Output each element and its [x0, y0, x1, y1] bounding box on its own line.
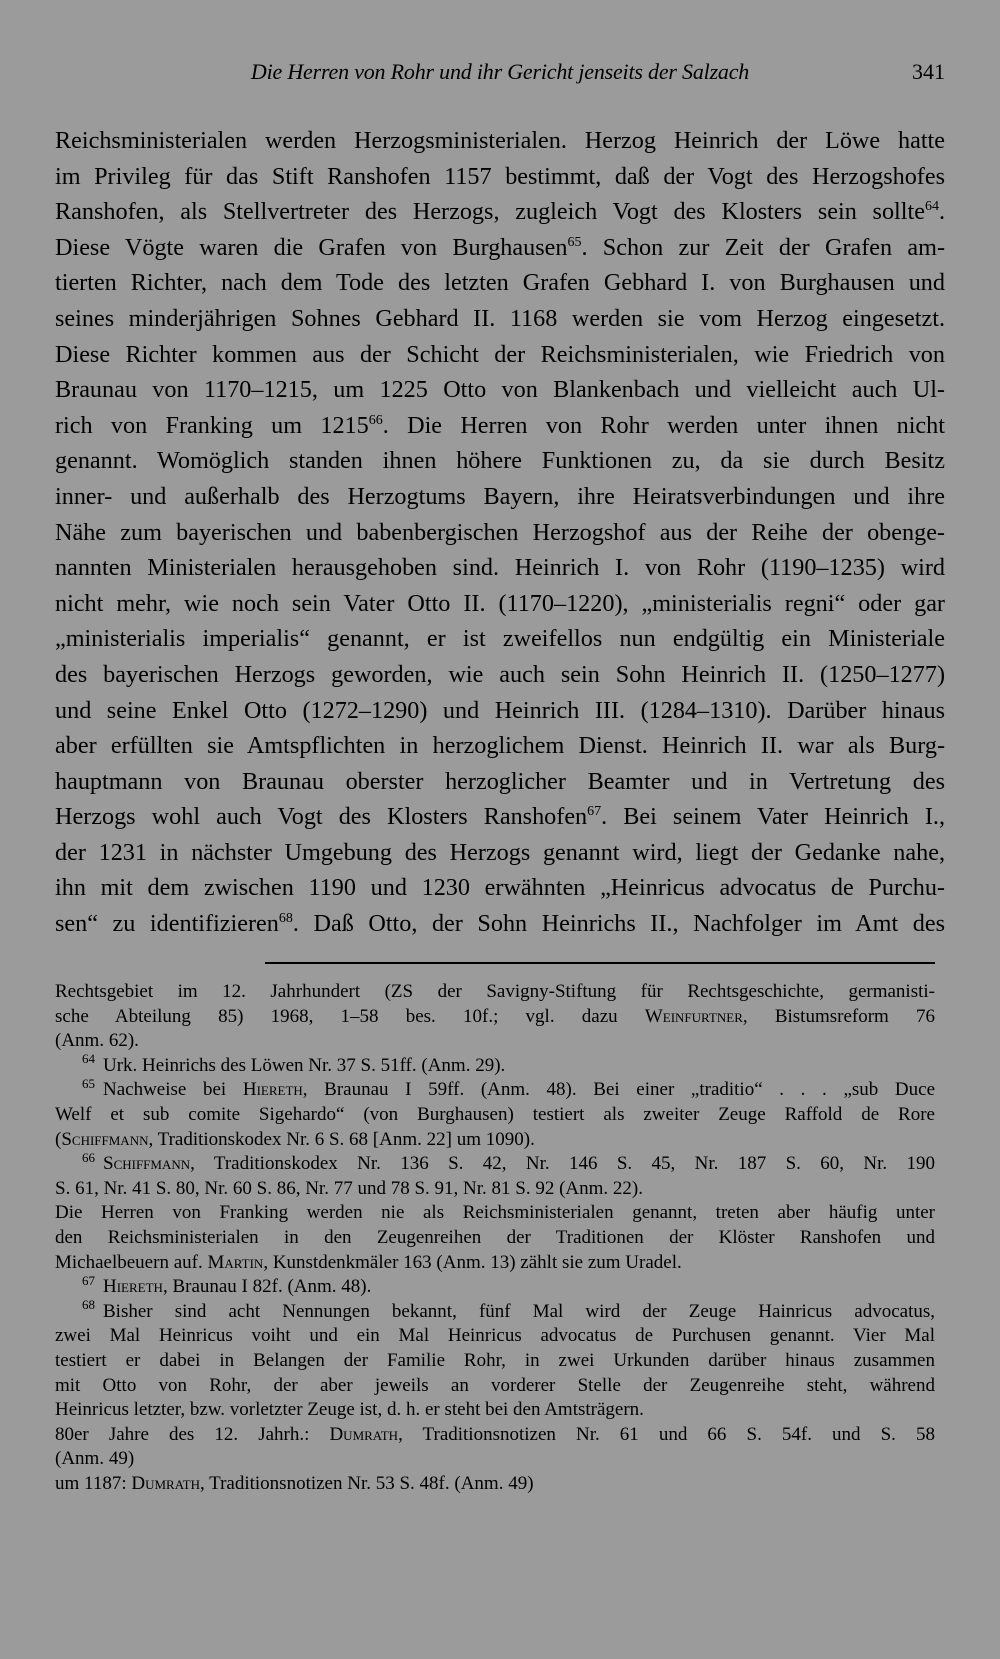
- running-title: Die Herren von Rohr und ihr Gericht jenseits der Salzach: [250, 59, 750, 84]
- footnote-text: Welf et sub comite Sigehardo“ (von Burghausen) testiert als zweiter Zeuge Raffold de Rore: [55, 1103, 935, 1125]
- text-line: [55, 728, 945, 764]
- footnote-text: , Traditionsnotizen Nr. 61 und 66 S. 54f. und S. 58: [398, 1423, 935, 1445]
- text-segment: tierten Richter, nach dem Tode des letzten Grafen Gebhard I. von Burghausen und: [55, 269, 945, 297]
- footnote-text: den Reichsministerialen in den Zeugenreihen der Traditionen der Klöster Ranshofen und: [55, 1226, 935, 1248]
- text-line: [55, 408, 945, 444]
- text-line: [55, 764, 945, 800]
- footnote-line: [55, 1272, 935, 1300]
- footnote-text: , Traditionskodex Nr. 6 S. 68 [Anm. 22] um 1090).: [148, 1128, 535, 1150]
- text-line: [55, 657, 945, 693]
- text-segment: inner- und außerhalb des Herzogtums Bayern, ihre Heiratsverbindungen und ihre: [55, 482, 945, 510]
- footnote-text: Bisher sind acht Nennungen bekannt, fünf Mal wird der Zeuge Hainricus advocatus,: [103, 1300, 935, 1322]
- text-segment: Herzogs wohl auch Vogt des Klosters Ranshofen: [55, 803, 588, 831]
- text-segment: Ranshofen, als Stellvertreter des Herzogs, zugleich Vogt des Klosters sein sollte: [55, 198, 925, 226]
- author-name: Martin: [207, 1251, 264, 1273]
- footnote-text: Rechtsgebiet im 12. Jahrhundert (ZS der Savigny-Stiftung für Rechtsgeschichte, germanisti-: [55, 981, 935, 1002]
- text-segment: . Schon zur Zeit der Grafen am-: [581, 233, 945, 261]
- footnote-ref: 67: [587, 804, 602, 820]
- text-segment: des bayerischen Herzogs geworden, wie auch sein Sohn Heinrich II. (1250–1277): [55, 660, 945, 688]
- footnote-ref: 64: [924, 199, 939, 215]
- page-header: [55, 55, 945, 91]
- footnote-text: (Anm. 62).: [55, 1030, 139, 1052]
- footnote-line: [55, 1201, 935, 1226]
- text-line: [55, 301, 945, 337]
- text-line: [55, 693, 945, 729]
- footnote-line: [55, 1226, 935, 1251]
- text-segment: ihn mit dem zwischen 1190 und 1230 erwähnten „Heinricus advocatus de Purchu-: [55, 874, 945, 902]
- text-line: [55, 230, 945, 266]
- footnote-line: [55, 1078, 935, 1103]
- footnote-text: mit Otto von Rohr, der aber jeweils an vorderer Stelle der Zeugenreihe steht, während: [55, 1374, 935, 1396]
- footnote-line: [55, 1374, 935, 1399]
- footnote-number: 68: [82, 1297, 95, 1313]
- author-name: Schiffmann: [103, 1153, 191, 1175]
- footnote-line: [55, 1349, 935, 1374]
- author-name: Dumrath: [131, 1472, 200, 1494]
- text-segment: . Bei seinem Vater Heinrich I.,: [601, 803, 945, 831]
- author-name: Schiffmann: [61, 1128, 149, 1150]
- text-segment: hauptmann von Braunau oberster herzoglicher Beamter und in Vertretung des: [55, 767, 945, 795]
- footnote-text: , Traditionskodex Nr. 136 S. 42, Nr. 146 S. 45, Nr. 187 S. 60, Nr. 190: [190, 1153, 935, 1175]
- text-line: [55, 194, 945, 230]
- footnote-text: Die Herren von Franking werden nie als Reichsministerialen genannt, treten aber häufig unter: [55, 1202, 935, 1224]
- text-segment: Diese Richter kommen aus der Schicht der Reichsministerialen, wie Friedrich von: [55, 340, 945, 368]
- text-line: [55, 799, 945, 835]
- footnote-text: , Braunau I 82f. (Anm. 48).: [162, 1276, 372, 1298]
- author-name: Weinfurtner: [644, 1005, 743, 1027]
- footnote-number: 67: [82, 1272, 95, 1288]
- footnote-line: [55, 1128, 935, 1153]
- author-name: Dumrath: [329, 1423, 399, 1445]
- footnote-line: [55, 1297, 935, 1325]
- author-name: Hiereth: [103, 1276, 163, 1298]
- footnote-ref: 66: [368, 412, 383, 428]
- text-segment: aber erfüllten sie Amtspflichten in herzoglichem Dienst. Heinrich II. war als Burg-: [55, 732, 945, 760]
- footnotes: [55, 980, 935, 1496]
- text-line: [55, 515, 945, 551]
- text-segment: sen“ zu identifizieren: [55, 910, 279, 938]
- footnote-text: S. 61, Nr. 41 S. 80, Nr. 60 S. 86, Nr. 77 und 78 S. 91, Nr. 81 S. 92 (Anm. 22).: [55, 1177, 643, 1199]
- footnote-line: [55, 1177, 935, 1202]
- text-segment: Braunau von 1170–1215, um 1225 Otto von Blankenbach und vielleicht auch Ul-: [55, 376, 945, 404]
- page-number: 341: [912, 59, 945, 84]
- text-line: [55, 586, 945, 622]
- footnote-line: [55, 1051, 935, 1079]
- footnote-text: , Traditionsnotizen Nr. 53 S. 48f. (Anm. 49): [199, 1472, 534, 1494]
- footnote-line: [55, 1447, 935, 1472]
- footnote-text: Urk. Heinrichs des Löwen Nr. 37 S. 51ff. (Anm. 29).: [103, 1054, 506, 1076]
- text-segment: seines minderjährigen Sohnes Gebhard II. 1168 werden sie vom Herzog eingesetzt.: [55, 304, 945, 332]
- footnote-text: Nachweise bei: [103, 1079, 243, 1101]
- text-segment: nicht mehr, wie noch sein Vater Otto II. (1170–1220), „ministerialis regni“ oder gar: [55, 589, 945, 617]
- footnote-text: sche Abteilung 85) 1968, 1–58 bes. 10f.; vgl. dazu: [55, 1005, 645, 1027]
- text-segment: der 1231 in nächster Umgebung des Herzogs genannt wird, liegt der Gedanke nahe,: [55, 838, 945, 866]
- main-text: [55, 123, 945, 942]
- footnote-line: [55, 1423, 935, 1448]
- text-segment: und seine Enkel Otto (1272–1290) und Heinrich III. (1284–1310). Darüber hinaus: [55, 696, 945, 724]
- footnote-text: testiert er dabei in Belangen der Familie Rohr, in zwei Urkunden darüber hinaus zusammen: [55, 1349, 935, 1371]
- text-line: [55, 159, 945, 195]
- text-segment: . Die Herren von Rohr werden unter ihnen nicht: [382, 411, 945, 439]
- text-segment: rich von Franking um 1215: [55, 411, 369, 439]
- footnote-text: (: [55, 1128, 62, 1150]
- text-segment: im Privileg für das Stift Ranshofen 1157 bestimmt, daß der Vogt des Herzogshofes: [55, 162, 945, 190]
- text-segment: . Daß Otto, der Sohn Heinrichs II., Nachfolger im Amt des: [292, 910, 945, 938]
- text-line: [55, 835, 945, 871]
- text-segment: .: [938, 198, 945, 226]
- footnote-line: [55, 980, 935, 1005]
- text-line: [55, 621, 945, 657]
- text-segment: Diese Vögte waren die Grafen von Burghausen: [55, 233, 568, 261]
- footnote-line: [55, 1251, 935, 1276]
- text-segment: Reichsministerialen werden Herzogsministerialen. Herzog Heinrich der Löwe hatte: [55, 127, 945, 154]
- footnote-text: Heinricus letzter, bzw. vorletzter Zeuge ist, d. h. er steht bei den Amtsträgern.: [55, 1399, 644, 1421]
- footnote-text: , Bistumsreform 76: [742, 1005, 935, 1027]
- text-line: [55, 372, 945, 408]
- text-line: [55, 479, 945, 515]
- footnote-text: , Kunstdenkmäler 163 (Anm. 13) zählt sie zum Uradel.: [263, 1251, 682, 1273]
- text-line: [55, 337, 945, 373]
- footnote-text: um 1187:: [55, 1472, 132, 1494]
- text-line: [55, 265, 945, 301]
- footnote-line: [55, 1324, 935, 1349]
- footnote-number: 66: [82, 1149, 95, 1165]
- footnote-text: 80er Jahre des 12. Jahrh.:: [55, 1423, 330, 1445]
- text-segment: nannten Ministerialen herausgehoben sind. Heinrich I. von Rohr (1190–1235) wird: [55, 554, 945, 582]
- text-line: [55, 550, 945, 586]
- text-line: [55, 870, 945, 906]
- footnote-separator: [265, 962, 935, 964]
- footnote-number: 64: [82, 1051, 95, 1067]
- footnote-ref: 68: [278, 911, 293, 926]
- footnote-line: [55, 1149, 935, 1177]
- footnote-line: [55, 1103, 935, 1128]
- text-segment: genannt. Womöglich standen ihnen höhere Funktionen zu, da sie durch Besitz: [55, 447, 945, 475]
- text-line: [55, 123, 945, 159]
- footnote-number: 65: [82, 1076, 95, 1092]
- footnote-line: [55, 1029, 935, 1054]
- footnote-line: [55, 1005, 935, 1030]
- text-segment: „ministerialis imperialis“ genannt, er ist zweifellos nun endgültig ein Ministeriale: [55, 625, 945, 653]
- footnote-ref: 65: [567, 234, 582, 250]
- author-name: Hiereth: [242, 1079, 303, 1101]
- text-segment: Nähe zum bayerischen und babenbergischen Herzogshof aus der Reihe der obenge-: [55, 518, 945, 546]
- text-line: [55, 906, 945, 942]
- footnote-text: zwei Mal Heinricus voiht und ein Mal Heinricus advocatus de Purchusen genannt. Vier Mal: [55, 1325, 935, 1347]
- footnote-line: [55, 1398, 935, 1423]
- footnote-text: Michaelbeuern auf.: [55, 1251, 208, 1273]
- footnote-text: , Braunau I 59ff. (Anm. 48). Bei einer „traditio“ . . . „sub Duce: [302, 1079, 936, 1101]
- text-line: [55, 443, 945, 479]
- footnote-text: (Anm. 49): [55, 1448, 135, 1470]
- footnote-line: [55, 1472, 935, 1497]
